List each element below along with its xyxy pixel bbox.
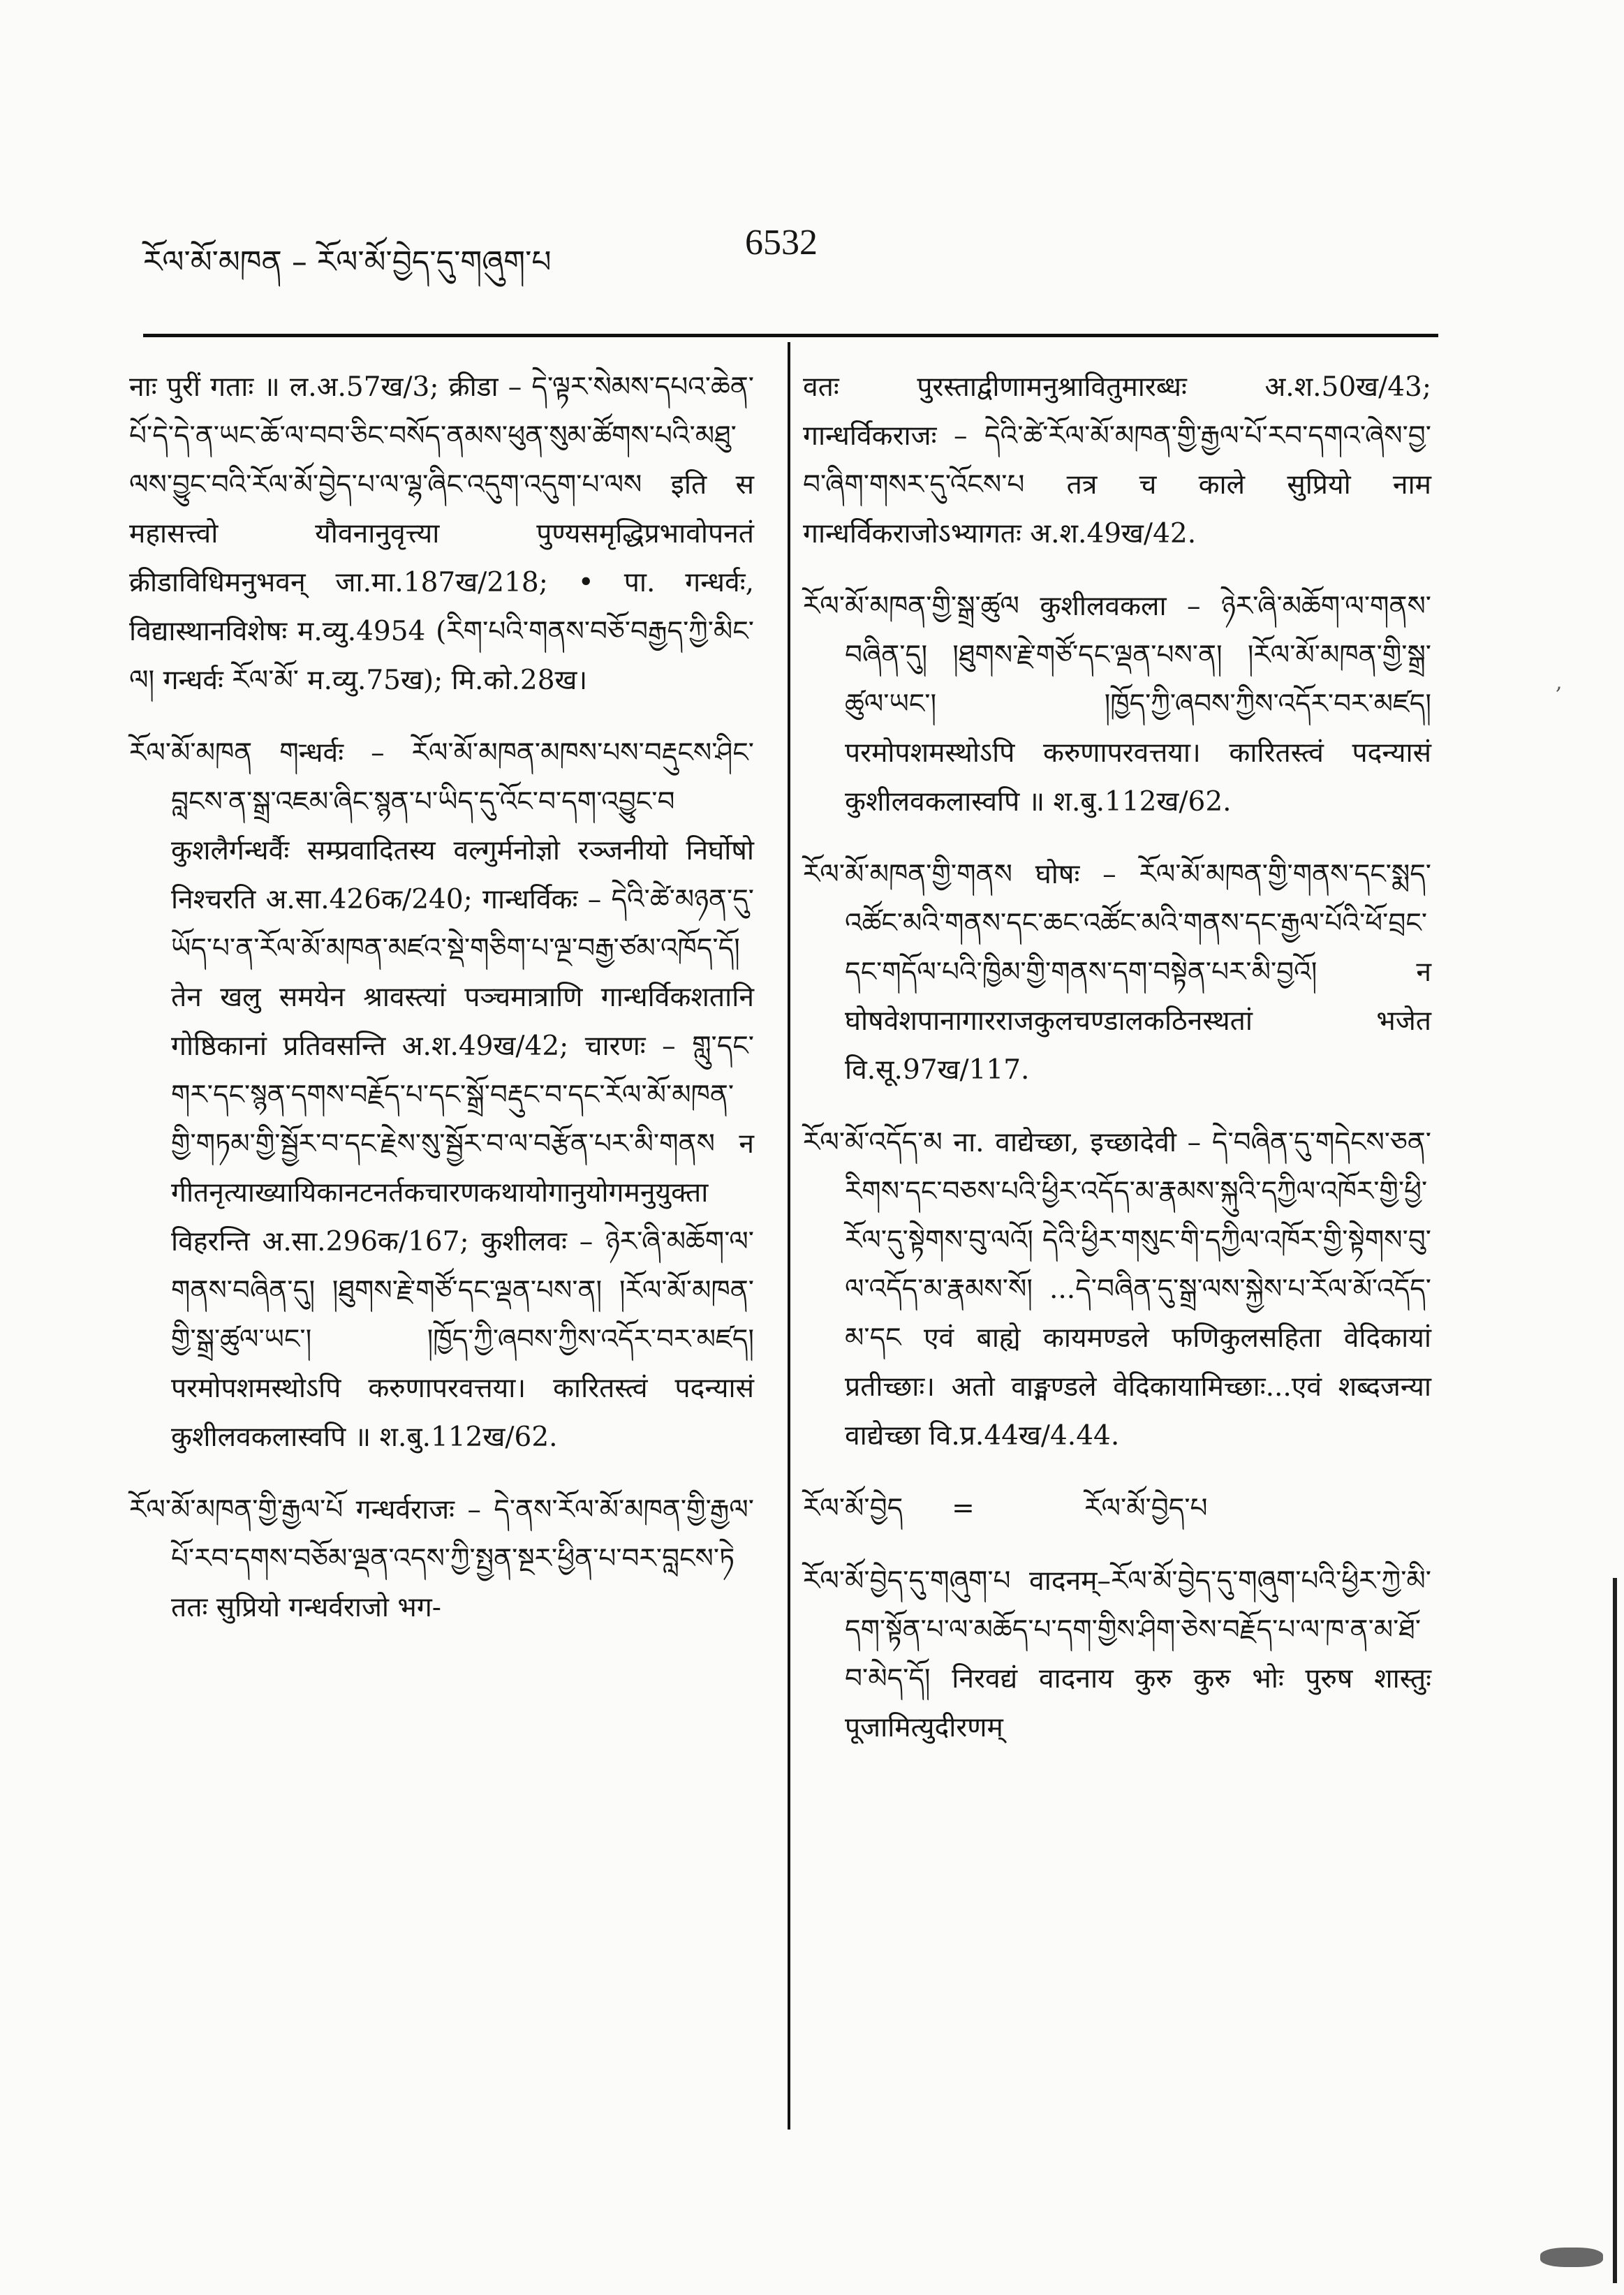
left-column xyxy=(129,363,754,1656)
headword: ཪོལ་མོ་བྱེད xyxy=(803,1493,903,1524)
dictionary-entry: ཪོལ་མོ་འདོད་མ ना. वाद्येच्छा, इच्छादेवी – དེ་བཞིན་དུ་གདེངས་ཅན་རིགས་དང་བཅས་པའི་ཕྱིར་འདོད་མ་རྣམས་སྐུའི་དཀྱིལ་འཁོར་གྱི་ཕྱི་རོལ་དུ་སྟེགས་བུ་ལའོ། དེའི་ཕྱིར་གསུང་གི་དཀྱིལ་འཁོར་གྱི་སྟེགས་བུ་ལ་འདོད་མ་རྣམས་སོ། ...དེ་བཞིན་དུ་སྒྲ་ལས་སྐྱེས་པ་རོལ་མོ་འདོད་མ་དང एवं बाह्ये कायमण्डले फणिकुलसहिता वेदिकायां प्रतीच्छाः। अतो वाङ्मण्डले वेदिकायामिच्छाः...एवं शब्दजन्या वाद्येच्छा वि.प्र.44ख/4.44. xyxy=(803,1127,1431,1452)
page-header xyxy=(143,222,1438,278)
dictionary-entry: ཪོལ་མོ་མཁན་གྱི་རྒྱལ་པོ गन्धर्वराजः – དེ་ནས་རོལ་མོ་མཁན་གྱི་རྒྱལ་པོ་རབ་དགས་བཅོམ་ལྡན་འདས་ཀྱི་སྤྱན་སྔར་ཕྱིན་པ་བར་བླངས་ཏེ ततः सुप्रियो गन्धर्वराजो भग- xyxy=(129,1494,754,1623)
binding-edge-mark xyxy=(1613,1578,1617,2283)
column-divider xyxy=(788,342,790,2130)
dictionary-entry: ཪོལ་མོ་བྱེད་དུ་གཞུག་པ वादनम्–རོལ་མོ་བྱེད་དུ་གཞུག་པའི་ཕྱིར་ཀྱེ་མི་དག་སྟོན་པ་ལ་མཆོད་པ་དག་གྱིས་ཤིག་ཅེས་བརྗོད་པ་ལ་ཁ་ན་མ་ཐོ་བ་མེད་དོ། निरवद्यं वादनाय कुरु कुरु भोः पुरुष शास्तुः पूजामित्युदीरणम् xyxy=(803,1565,1431,1743)
scan-smudge xyxy=(1540,2248,1603,2267)
page-number: 6532 xyxy=(745,223,818,263)
right-column xyxy=(803,363,1431,1776)
dictionary-entry: नाः पुरीं गताः ॥ ल.अ.57ख/3; क्रीडा – དེ་ལྟར་སེམས་དཔའ་ཆེན་པོ་དེ་དེ་ན་ཡང་ཆོ་ལ་བབ་ཅིང་བསོད་ནམས་ཕུན་སུམ་ཚོགས་པའི་མཐུ་ལས་བྱུང་བའི་རོལ་མོ་བྱེད་པ་ལ་ལྷ་ཞིང་འདུག་འདུག་པ་ལས इति स महासत्त्वो यौवनानुवृत्त्या पुण्यसमृद्धिप्रभावोपनतं क्रीडाविधिमनुभवन् जा.मा.187ख/218; • पा. गन्धर्वः, विद्यास्थानविशेषः म.व्यु.4954 (རིག་པའི་གནས་བཅོ་བརྒྱད་ཀྱི་མིང་ལ། गन्धर्वः རོལ་མོ་ म.व्यु.75ख); मि.को.28ख। xyxy=(129,371,754,696)
dictionary-entry: वतः पुरस्ताद्वीणामनुश्रावितुमारब्धः अ.श.50ख/43; गान्धर्विकराजः – དེའི་ཚེ་རོལ་མོ་མཁན་གྱི་རྒྱལ་པོ་རབ་དགའ་ཞེས་བྱ་བ་ཞིག་གསར་དུ་འོངས་པ तत्र च काले सुप्रियो नाम गान्धर्विकराजोऽभ्यागतः अ.श.49ख/42. xyxy=(803,371,1431,549)
cross-reference-entry: ཪོལ་མོ་བྱེད = ཪོལ་མོ་བྱེད་པ xyxy=(803,1493,1208,1524)
running-head: ཪོལ་མོ་མཁན – ཪོལ་མོ་བྱེད་དུ་གཞུག་པ xyxy=(143,244,552,280)
header-rule xyxy=(143,334,1438,337)
margin-mark: , xyxy=(1556,670,1563,695)
dictionary-entry: ཪོལ་མོ་མཁན་གྱི་གནས घोषः – རོལ་མོ་མཁན་གྱི་གནས་དང་སྨད་འཚོང་མའི་གནས་དང་ཆང་འཚོང་མའི་གནས་དང་རྒྱལ་པོའི་ཕོ་བྲང་དང་གདོལ་པའི་ཁྱིམ་གྱི་གནས་དག་བསྟེན་པར་མི་བྱའོ། न घोषवेशपानागारराजकुलचण्डालकठिनस्थतां भजेत वि.सू.97ख/117. xyxy=(803,859,1431,1086)
dictionary-entry: ཪོལ་མོ་མཁན་གྱི་སྒྲ་ཚུལ कुशीलवकला – ཉེར་ཞི་མཆོག་ལ་གནས་བཞིན་དུ། །ཐུགས་རྗེ་གཙོ་དང་ལྡན་པས་ན། །རོལ་མོ་མཁན་གྱི་སྒྲ་ཚུལ་ཡང་། །ཁྱོད་ཀྱི་ཞབས་ཀྱིས་འདོར་བར་མཛད། परमोपशमस्थोऽपि करुणापरवत्तया। कारितस्त्वं पदन्यासं कुशीलवकलास्वपि ॥ श.बु.112ख/62. xyxy=(803,591,1431,818)
see-also-headword: ཪོལ་མོ་བྱེད་པ xyxy=(1084,1493,1208,1524)
dictionary-entry: ཪོལ་མོ་མཁན གन्धर्वः – རོལ་མོ་མཁན་མཁས་པས་བརྡུངས་ཤིང་བླངས་ན་སྒྲ་འཇམ་ཞིང་སྙན་པ་ཡིད་དུ་འོང་བ་དག་འབྱུང་བ कुशलैर्गन्धर्वैः सम्प्रवादितस्य वल्गुर्मनोज्ञो रञ्जनीयो निर्घोषो निश्चरति अ.सा.426क/240; गान्धर्विकः – དེའི་ཚེ་མཉན་དུ་ཡོད་པ་ན་རོལ་མོ་མཁན་མཛའ་སྡེ་གཅིག་པ་ལྔ་བརྒྱ་ཙམ་འཁོད་དོ། तेन खलु समयेन श्रावस्त्यां पञ्चमात्राणि गान्धर्विकशतानि गोष्ठिकानां प्रतिवसन्ति अ.श.49ख/42; चारणः – གླུ་དང་གར་དང་སྙན་དགས་བརྗོད་པ་དང་སྒྲོ་བརྡུང་བ་དང་རོལ་མོ་མཁན་གྱི་གཏམ་གྱི་སྦྱོར་བ་དང་རྗེས་སུ་སྦྱོར་བ་ལ་བརྩོན་པར་མི་གནས न गीतनृत्याख्यायिकानटनर्तकचारणकथायोगानुयोगमनुयुक्ता विहरन्ति अ.सा.296क/167; कुशीलवः – ཉེར་ཞི་མཆོག་ལ་གནས་བཞིན་དུ། །ཐུགས་རྗེ་གཙོ་དང་ལྡན་པས་ན། །རོལ་མོ་མཁན་གྱི་སྒྲ་ཚུལ་ཡང་། །ཁྱོད་ཀྱི་ཞབས་ཀྱིས་འདོར་བར་མཛད། परमोपशमस्थोऽपि करुणापरवत्तया। कारितस्त्वं पदन्यासं कुशीलवकलास्वपि ॥ श.बु.112ख/62. xyxy=(129,737,754,1453)
